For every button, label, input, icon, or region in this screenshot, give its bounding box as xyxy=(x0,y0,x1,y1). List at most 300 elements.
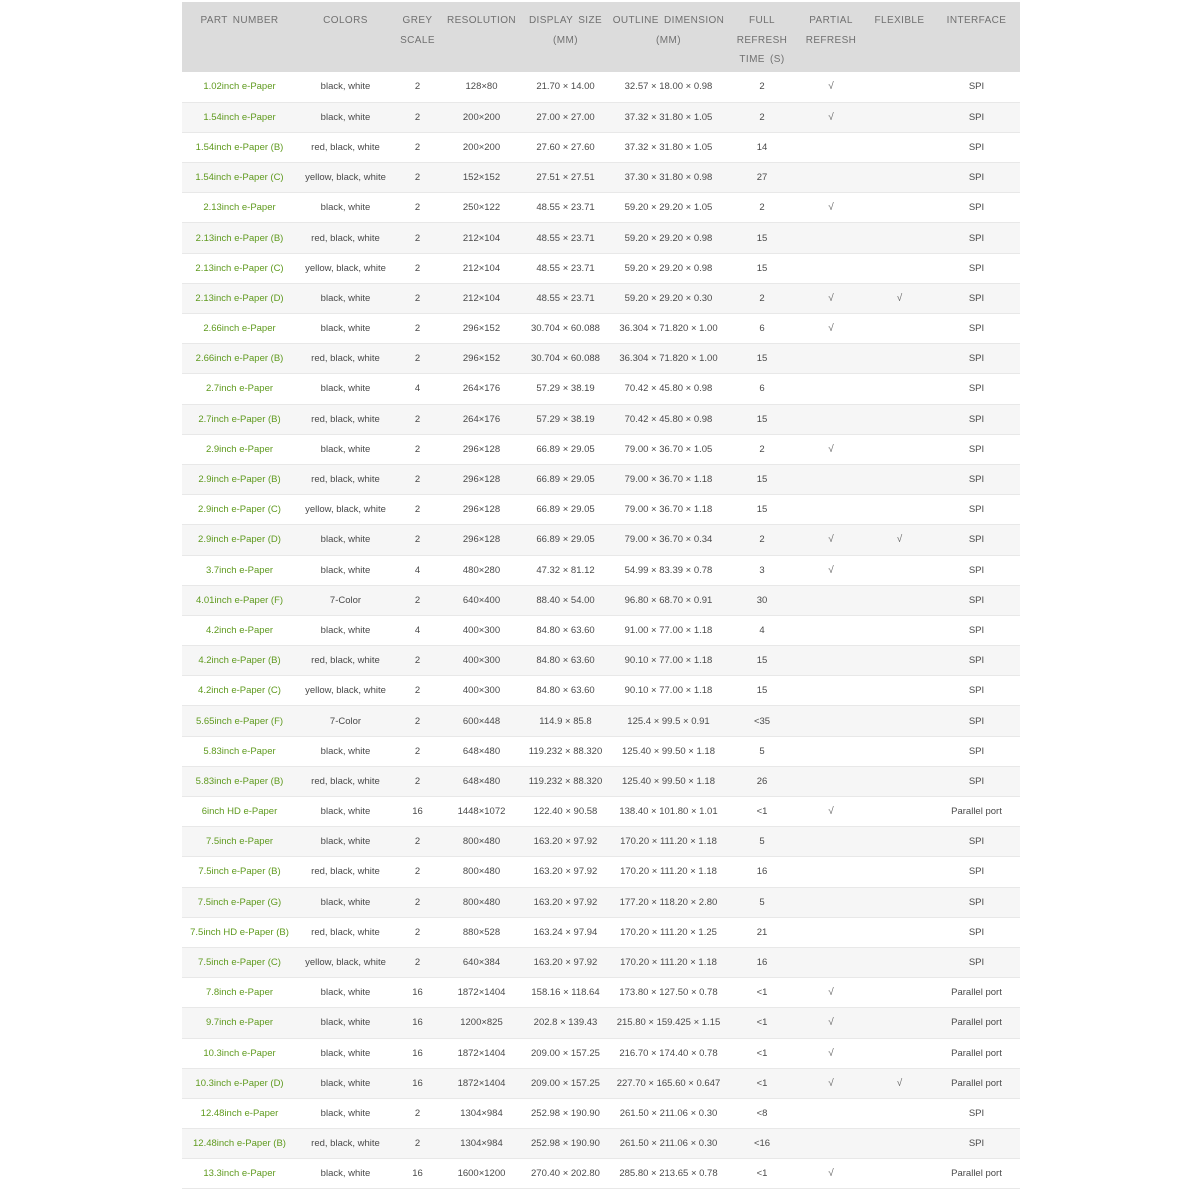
interface-cell: SPI xyxy=(933,102,1020,132)
part-number-link[interactable]: 2.13inch e-Paper (D) xyxy=(182,283,297,313)
table-row xyxy=(182,102,1020,132)
table-row xyxy=(182,797,1020,827)
part-number-link[interactable]: 4.2inch e-Paper xyxy=(182,615,297,645)
column-header-label: INTERFACE xyxy=(946,15,1007,26)
part-number-link[interactable]: 7.5inch e-Paper (C) xyxy=(182,947,297,977)
full-refresh-time-cell: 16 xyxy=(728,947,796,977)
grey-scale-cell: 16 xyxy=(394,1038,441,1068)
part-number-link[interactable]: 2.7inch e-Paper (B) xyxy=(182,404,297,434)
part-number-link[interactable]: 1.54inch e-Paper xyxy=(182,102,297,132)
part-number-link[interactable]: 9.7inch e-Paper xyxy=(182,1008,297,1038)
colors-cell: yellow, black, white xyxy=(297,676,394,706)
table-row xyxy=(182,1159,1020,1189)
column-header-grey-scale xyxy=(394,2,441,72)
flexible-check-icon xyxy=(866,827,933,857)
display-size-cell: 27.51 × 27.51 xyxy=(522,163,609,193)
part-number-link[interactable]: 5.83inch e-Paper xyxy=(182,736,297,766)
part-number-link[interactable]: 2.7inch e-Paper xyxy=(182,374,297,404)
interface-cell: SPI xyxy=(933,857,1020,887)
table-header xyxy=(182,2,1020,72)
outline-dimension-cell: 54.99 × 83.39 × 0.78 xyxy=(609,555,728,585)
interface-cell: SPI xyxy=(933,947,1020,977)
table-row xyxy=(182,676,1020,706)
outline-dimension-cell: 59.20 × 29.20 × 1.05 xyxy=(609,193,728,223)
partial-refresh-check-icon xyxy=(796,917,866,947)
table-row xyxy=(182,223,1020,253)
resolution-cell: 264×176 xyxy=(441,404,522,434)
table-row xyxy=(182,253,1020,283)
full-refresh-time-cell: 2 xyxy=(728,193,796,223)
outline-dimension-cell: 59.20 × 29.20 × 0.98 xyxy=(609,223,728,253)
flexible-check-icon xyxy=(866,1098,933,1128)
table-row xyxy=(182,615,1020,645)
outline-dimension-cell: 90.10 × 77.00 × 1.18 xyxy=(609,646,728,676)
grey-scale-cell: 2 xyxy=(394,404,441,434)
resolution-cell: 264×176 xyxy=(441,374,522,404)
display-size-cell: 88.40 × 54.00 xyxy=(522,585,609,615)
grey-scale-cell: 2 xyxy=(394,163,441,193)
column-header-label: OUTLINE DIMENSION (MM) xyxy=(612,15,725,46)
flexible-check-icon xyxy=(866,344,933,374)
outline-dimension-cell: 96.80 × 68.70 × 0.91 xyxy=(609,585,728,615)
outline-dimension-cell: 79.00 × 36.70 × 1.18 xyxy=(609,495,728,525)
grey-scale-cell: 16 xyxy=(394,797,441,827)
partial-refresh-check-icon xyxy=(796,766,866,796)
part-number-link[interactable]: 4.2inch e-Paper (B) xyxy=(182,646,297,676)
interface-cell: SPI xyxy=(933,163,1020,193)
part-number-link[interactable]: 13.3inch e-Paper xyxy=(182,1159,297,1189)
display-size-cell: 209.00 × 157.25 xyxy=(522,1038,609,1068)
resolution-cell: 296×128 xyxy=(441,495,522,525)
resolution-cell: 296×152 xyxy=(441,314,522,344)
interface-cell: SPI xyxy=(933,253,1020,283)
partial-refresh-check-icon: √ xyxy=(796,72,866,102)
grey-scale-cell: 2 xyxy=(394,193,441,223)
grey-scale-cell: 2 xyxy=(394,464,441,494)
display-size-cell: 66.89 × 29.05 xyxy=(522,464,609,494)
flexible-check-icon xyxy=(866,102,933,132)
full-refresh-time-cell: <35 xyxy=(728,706,796,736)
outline-dimension-cell: 125.40 × 99.50 × 1.18 xyxy=(609,766,728,796)
outline-dimension-cell: 215.80 × 159.425 × 1.15 xyxy=(609,1008,728,1038)
part-number-link[interactable]: 2.66inch e-Paper xyxy=(182,314,297,344)
full-refresh-time-cell: <1 xyxy=(728,1068,796,1098)
display-size-cell: 48.55 × 23.71 xyxy=(522,193,609,223)
outline-dimension-cell: 285.80 × 213.65 × 0.78 xyxy=(609,1159,728,1189)
full-refresh-time-cell: 3 xyxy=(728,555,796,585)
interface-cell: Parallel port xyxy=(933,1008,1020,1038)
display-size-cell: 163.20 × 97.92 xyxy=(522,857,609,887)
interface-cell: SPI xyxy=(933,132,1020,162)
full-refresh-time-cell: 6 xyxy=(728,314,796,344)
interface-cell: SPI xyxy=(933,615,1020,645)
outline-dimension-cell: 125.4 × 99.5 × 0.91 xyxy=(609,706,728,736)
grey-scale-cell: 2 xyxy=(394,857,441,887)
colors-cell: 7-Color xyxy=(297,706,394,736)
outline-dimension-cell: 125.40 × 99.50 × 1.18 xyxy=(609,736,728,766)
part-number-link[interactable]: 2.9inch e-Paper xyxy=(182,434,297,464)
display-size-cell: 48.55 × 23.71 xyxy=(522,253,609,283)
resolution-cell: 1872×1404 xyxy=(441,1038,522,1068)
flexible-check-icon xyxy=(866,947,933,977)
interface-cell: SPI xyxy=(933,72,1020,102)
interface-cell: SPI xyxy=(933,404,1020,434)
part-number-link[interactable]: 2.13inch e-Paper xyxy=(182,193,297,223)
interface-cell: SPI xyxy=(933,283,1020,313)
resolution-cell: 600×448 xyxy=(441,706,522,736)
part-number-link[interactable]: 1.02inch e-Paper xyxy=(182,72,297,102)
colors-cell: red, black, white xyxy=(297,344,394,374)
colors-cell: yellow, black, white xyxy=(297,495,394,525)
resolution-cell: 1872×1404 xyxy=(441,1068,522,1098)
outline-dimension-cell: 36.304 × 71.820 × 1.00 xyxy=(609,344,728,374)
grey-scale-cell: 4 xyxy=(394,374,441,404)
display-size-cell: 122.40 × 90.58 xyxy=(522,797,609,827)
partial-refresh-check-icon: √ xyxy=(796,434,866,464)
colors-cell: red, black, white xyxy=(297,1129,394,1159)
flexible-check-icon xyxy=(866,1159,933,1189)
interface-cell: SPI xyxy=(933,314,1020,344)
interface-cell: Parallel port xyxy=(933,1159,1020,1189)
resolution-cell: 296×152 xyxy=(441,344,522,374)
flexible-check-icon xyxy=(866,1129,933,1159)
flexible-check-icon xyxy=(866,887,933,917)
display-size-cell: 57.29 × 38.19 xyxy=(522,404,609,434)
interface-cell: SPI xyxy=(933,766,1020,796)
table-row xyxy=(182,555,1020,585)
part-number-link[interactable]: 3.7inch e-Paper xyxy=(182,555,297,585)
grey-scale-cell: 2 xyxy=(394,585,441,615)
full-refresh-time-cell: <8 xyxy=(728,1098,796,1128)
colors-cell: black, white xyxy=(297,797,394,827)
interface-cell: SPI xyxy=(933,676,1020,706)
outline-dimension-cell: 79.00 × 36.70 × 0.34 xyxy=(609,525,728,555)
display-size-cell: 163.20 × 97.92 xyxy=(522,887,609,917)
colors-cell: black, white xyxy=(297,1098,394,1128)
flexible-check-icon xyxy=(866,253,933,283)
column-header-label: DISPLAY SIZE (MM) xyxy=(528,15,603,46)
part-number-link[interactable]: 6inch HD e-Paper xyxy=(182,797,297,827)
grey-scale-cell: 2 xyxy=(394,283,441,313)
full-refresh-time-cell: 16 xyxy=(728,857,796,887)
flexible-check-icon xyxy=(866,646,933,676)
part-number-link[interactable]: 5.83inch e-Paper (B) xyxy=(182,766,297,796)
outline-dimension-cell: 170.20 × 111.20 × 1.18 xyxy=(609,827,728,857)
resolution-cell: 400×300 xyxy=(441,615,522,645)
resolution-cell: 212×104 xyxy=(441,223,522,253)
grey-scale-cell: 2 xyxy=(394,434,441,464)
column-header-interface xyxy=(933,2,1020,72)
partial-refresh-check-icon: √ xyxy=(796,555,866,585)
flexible-check-icon xyxy=(866,132,933,162)
flexible-check-icon xyxy=(866,917,933,947)
resolution-cell: 212×104 xyxy=(441,283,522,313)
full-refresh-time-cell: 2 xyxy=(728,72,796,102)
colors-cell: black, white xyxy=(297,615,394,645)
header-row xyxy=(182,2,1020,72)
colors-cell: red, black, white xyxy=(297,132,394,162)
interface-cell: SPI xyxy=(933,193,1020,223)
resolution-cell: 200×200 xyxy=(441,102,522,132)
interface-cell: SPI xyxy=(933,736,1020,766)
table-row xyxy=(182,766,1020,796)
full-refresh-time-cell: 15 xyxy=(728,253,796,283)
part-number-link[interactable]: 10.3inch e-Paper xyxy=(182,1038,297,1068)
full-refresh-time-cell: 5 xyxy=(728,887,796,917)
full-refresh-time-cell: <1 xyxy=(728,797,796,827)
colors-cell: red, black, white xyxy=(297,917,394,947)
display-size-cell: 163.20 × 97.92 xyxy=(522,947,609,977)
partial-refresh-check-icon: √ xyxy=(796,525,866,555)
grey-scale-cell: 2 xyxy=(394,736,441,766)
flexible-check-icon xyxy=(866,1038,933,1068)
table-row xyxy=(182,827,1020,857)
outline-dimension-cell: 37.32 × 31.80 × 1.05 xyxy=(609,132,728,162)
colors-cell: black, white xyxy=(297,525,394,555)
table-row xyxy=(182,374,1020,404)
flexible-check-icon xyxy=(866,978,933,1008)
part-number-link[interactable]: 12.48inch e-Paper (B) xyxy=(182,1129,297,1159)
display-size-cell: 84.80 × 63.60 xyxy=(522,676,609,706)
part-number-link[interactable]: 5.65inch e-Paper (F) xyxy=(182,706,297,736)
column-header-label: RESOLUTION xyxy=(446,15,516,26)
part-number-link[interactable]: 2.9inch e-Paper (B) xyxy=(182,464,297,494)
partial-refresh-check-icon xyxy=(796,585,866,615)
resolution-cell: 800×480 xyxy=(441,887,522,917)
resolution-cell: 800×480 xyxy=(441,827,522,857)
full-refresh-time-cell: 27 xyxy=(728,163,796,193)
grey-scale-cell: 2 xyxy=(394,827,441,857)
colors-cell: yellow, black, white xyxy=(297,253,394,283)
display-size-cell: 163.24 × 97.94 xyxy=(522,917,609,947)
partial-refresh-check-icon xyxy=(796,706,866,736)
resolution-cell: 1872×1404 xyxy=(441,978,522,1008)
outline-dimension-cell: 227.70 × 165.60 × 0.647 xyxy=(609,1068,728,1098)
part-number-link[interactable]: 2.13inch e-Paper (C) xyxy=(182,253,297,283)
partial-refresh-check-icon xyxy=(796,344,866,374)
partial-refresh-check-icon: √ xyxy=(796,1008,866,1038)
resolution-cell: 200×200 xyxy=(441,132,522,162)
full-refresh-time-cell: 15 xyxy=(728,223,796,253)
resolution-cell: 296×128 xyxy=(441,464,522,494)
part-number-link[interactable]: 1.54inch e-Paper (C) xyxy=(182,163,297,193)
full-refresh-time-cell: 2 xyxy=(728,102,796,132)
flexible-check-icon xyxy=(866,495,933,525)
display-size-cell: 84.80 × 63.60 xyxy=(522,615,609,645)
resolution-cell: 1600×1200 xyxy=(441,1159,522,1189)
column-header-display-size xyxy=(522,2,609,72)
partial-refresh-check-icon xyxy=(796,827,866,857)
full-refresh-time-cell: 14 xyxy=(728,132,796,162)
part-number-link[interactable]: 4.2inch e-Paper (C) xyxy=(182,676,297,706)
flexible-check-icon xyxy=(866,314,933,344)
part-number-link[interactable]: 1.54inch e-Paper (B) xyxy=(182,132,297,162)
table-body xyxy=(182,72,1020,1189)
part-number-link[interactable]: 2.13inch e-Paper (B) xyxy=(182,223,297,253)
display-size-cell: 252.98 × 190.90 xyxy=(522,1129,609,1159)
partial-refresh-check-icon xyxy=(796,464,866,494)
display-size-cell: 21.70 × 14.00 xyxy=(522,72,609,102)
column-header-colors xyxy=(297,2,394,72)
flexible-check-icon xyxy=(866,434,933,464)
grey-scale-cell: 2 xyxy=(394,223,441,253)
flexible-check-icon xyxy=(866,374,933,404)
resolution-cell: 296×128 xyxy=(441,525,522,555)
grey-scale-cell: 2 xyxy=(394,132,441,162)
grey-scale-cell: 2 xyxy=(394,887,441,917)
full-refresh-time-cell: 4 xyxy=(728,615,796,645)
part-number-link[interactable]: 2.9inch e-Paper (D) xyxy=(182,525,297,555)
outline-dimension-cell: 70.42 × 45.80 × 0.98 xyxy=(609,374,728,404)
partial-refresh-check-icon: √ xyxy=(796,978,866,1008)
partial-refresh-check-icon xyxy=(796,223,866,253)
outline-dimension-cell: 90.10 × 77.00 × 1.18 xyxy=(609,676,728,706)
colors-cell: black, white xyxy=(297,1038,394,1068)
colors-cell: black, white xyxy=(297,374,394,404)
table-row xyxy=(182,947,1020,977)
partial-refresh-check-icon xyxy=(796,615,866,645)
partial-refresh-check-icon xyxy=(796,253,866,283)
interface-cell: SPI xyxy=(933,585,1020,615)
flexible-check-icon xyxy=(866,766,933,796)
table-row xyxy=(182,917,1020,947)
part-number-link[interactable]: 7.5inch e-Paper (G) xyxy=(182,887,297,917)
resolution-cell: 128×80 xyxy=(441,72,522,102)
column-header-full-refresh-time xyxy=(728,2,796,72)
resolution-cell: 296×128 xyxy=(441,434,522,464)
display-size-cell: 202.8 × 139.43 xyxy=(522,1008,609,1038)
display-size-cell: 270.40 × 202.80 xyxy=(522,1159,609,1189)
part-number-link[interactable]: 4.01inch e-Paper (F) xyxy=(182,585,297,615)
table-row xyxy=(182,978,1020,1008)
partial-refresh-check-icon xyxy=(796,887,866,917)
interface-cell: Parallel port xyxy=(933,1068,1020,1098)
outline-dimension-cell: 261.50 × 211.06 × 0.30 xyxy=(609,1129,728,1159)
colors-cell: black, white xyxy=(297,72,394,102)
flexible-check-icon xyxy=(866,736,933,766)
table-row xyxy=(182,314,1020,344)
colors-cell: red, black, white xyxy=(297,646,394,676)
colors-cell: black, white xyxy=(297,193,394,223)
column-header-label: PART NUMBER xyxy=(200,15,279,26)
grey-scale-cell: 2 xyxy=(394,676,441,706)
column-header-label: PARTIAL REFRESH xyxy=(805,15,857,46)
flexible-check-icon xyxy=(866,464,933,494)
display-size-cell: 47.32 × 81.12 xyxy=(522,555,609,585)
table-row xyxy=(182,646,1020,676)
table-row xyxy=(182,193,1020,223)
grey-scale-cell: 16 xyxy=(394,1068,441,1098)
colors-cell: red, black, white xyxy=(297,223,394,253)
colors-cell: red, black, white xyxy=(297,464,394,494)
full-refresh-time-cell: 2 xyxy=(728,283,796,313)
interface-cell: Parallel port xyxy=(933,797,1020,827)
outline-dimension-cell: 173.80 × 127.50 × 0.78 xyxy=(609,978,728,1008)
display-size-cell: 66.89 × 29.05 xyxy=(522,434,609,464)
table-row xyxy=(182,72,1020,102)
part-number-link[interactable]: 7.5inch e-Paper xyxy=(182,827,297,857)
table-row xyxy=(182,404,1020,434)
colors-cell: black, white xyxy=(297,434,394,464)
part-number-link[interactable]: 2.66inch e-Paper (B) xyxy=(182,344,297,374)
flexible-check-icon xyxy=(866,676,933,706)
resolution-cell: 880×528 xyxy=(441,917,522,947)
colors-cell: black, white xyxy=(297,887,394,917)
part-number-link[interactable]: 7.8inch e-Paper xyxy=(182,978,297,1008)
table-row xyxy=(182,1129,1020,1159)
interface-cell: SPI xyxy=(933,495,1020,525)
display-size-cell: 119.232 × 88.320 xyxy=(522,766,609,796)
partial-refresh-check-icon xyxy=(796,947,866,977)
interface-cell: SPI xyxy=(933,917,1020,947)
partial-refresh-check-icon xyxy=(796,736,866,766)
partial-refresh-check-icon xyxy=(796,676,866,706)
table-row xyxy=(182,1068,1020,1098)
colors-cell: black, white xyxy=(297,1008,394,1038)
display-size-cell: 163.20 × 97.92 xyxy=(522,827,609,857)
resolution-cell: 400×300 xyxy=(441,646,522,676)
column-header-resolution xyxy=(441,2,522,72)
grey-scale-cell: 2 xyxy=(394,706,441,736)
colors-cell: black, white xyxy=(297,555,394,585)
colors-cell: yellow, black, white xyxy=(297,947,394,977)
interface-cell: SPI xyxy=(933,706,1020,736)
full-refresh-time-cell: 2 xyxy=(728,434,796,464)
table-row xyxy=(182,857,1020,887)
display-size-cell: 84.80 × 63.60 xyxy=(522,646,609,676)
partial-refresh-check-icon xyxy=(796,495,866,525)
full-refresh-time-cell: 15 xyxy=(728,404,796,434)
table-row xyxy=(182,464,1020,494)
colors-cell: black, white xyxy=(297,102,394,132)
colors-cell: black, white xyxy=(297,314,394,344)
partial-refresh-check-icon xyxy=(796,404,866,434)
outline-dimension-cell: 37.30 × 31.80 × 0.98 xyxy=(609,163,728,193)
part-number-link[interactable]: 2.9inch e-Paper (C) xyxy=(182,495,297,525)
part-number-link[interactable]: 7.5inch HD e-Paper (B) xyxy=(182,917,297,947)
interface-cell: SPI xyxy=(933,434,1020,464)
full-refresh-time-cell: <1 xyxy=(728,1159,796,1189)
partial-refresh-check-icon: √ xyxy=(796,193,866,223)
colors-cell: black, white xyxy=(297,283,394,313)
outline-dimension-cell: 177.20 × 118.20 × 2.80 xyxy=(609,887,728,917)
flexible-check-icon xyxy=(866,555,933,585)
resolution-cell: 400×300 xyxy=(441,676,522,706)
outline-dimension-cell: 261.50 × 211.06 × 0.30 xyxy=(609,1098,728,1128)
colors-cell: black, white xyxy=(297,1159,394,1189)
display-size-cell: 158.16 × 118.64 xyxy=(522,978,609,1008)
outline-dimension-cell: 70.42 × 45.80 × 0.98 xyxy=(609,404,728,434)
display-size-cell: 48.55 × 23.71 xyxy=(522,283,609,313)
grey-scale-cell: 2 xyxy=(394,646,441,676)
display-size-cell: 209.00 × 157.25 xyxy=(522,1068,609,1098)
part-number-link[interactable]: 10.3inch e-Paper (D) xyxy=(182,1068,297,1098)
full-refresh-time-cell: <1 xyxy=(728,978,796,1008)
part-number-link[interactable]: 7.5inch e-Paper (B) xyxy=(182,857,297,887)
full-refresh-time-cell: 6 xyxy=(728,374,796,404)
interface-cell: SPI xyxy=(933,646,1020,676)
interface-cell: SPI xyxy=(933,1098,1020,1128)
flexible-check-icon xyxy=(866,585,933,615)
spec-table xyxy=(182,2,1020,1189)
outline-dimension-cell: 59.20 × 29.20 × 0.98 xyxy=(609,253,728,283)
full-refresh-time-cell: 21 xyxy=(728,917,796,947)
full-refresh-time-cell: 5 xyxy=(728,736,796,766)
partial-refresh-check-icon: √ xyxy=(796,102,866,132)
outline-dimension-cell: 170.20 × 111.20 × 1.25 xyxy=(609,917,728,947)
part-number-link[interactable]: 12.48inch e-Paper xyxy=(182,1098,297,1128)
resolution-cell: 212×104 xyxy=(441,253,522,283)
